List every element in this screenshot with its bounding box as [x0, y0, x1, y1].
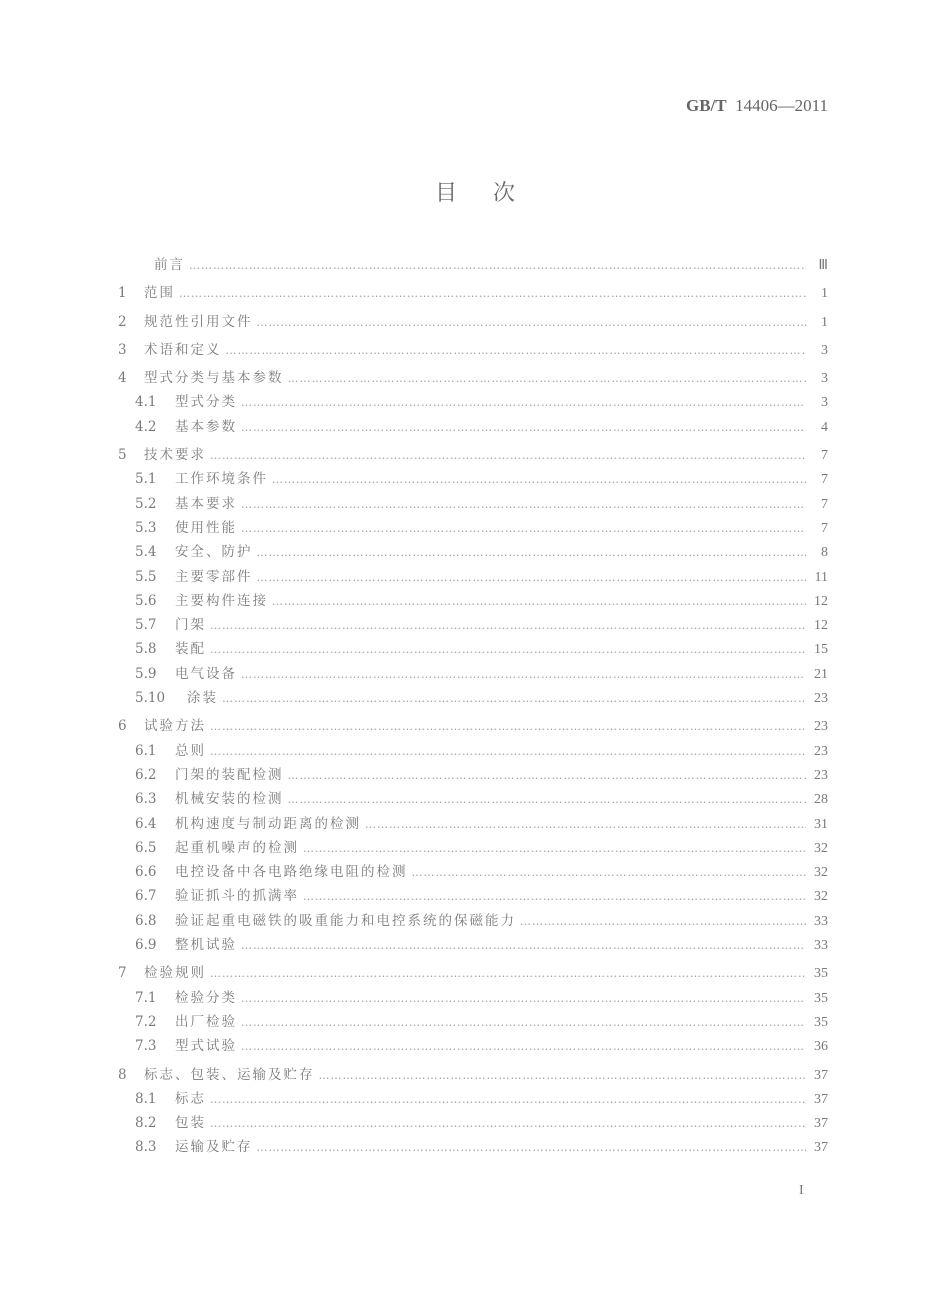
toc-entry-page: 32	[814, 840, 828, 856]
dot-leader	[288, 372, 807, 385]
toc-entry-label: 总则	[175, 742, 206, 759]
dot-leader	[272, 473, 806, 486]
toc-entry-label: 验证起重电磁铁的吸重能力和电控系统的保磁能力	[175, 912, 516, 929]
toc-entry[interactable]	[118, 662, 828, 686]
dot-leader	[189, 259, 806, 272]
toc-entry-page: 32	[814, 889, 828, 905]
toc-entry-number: 5	[118, 447, 127, 464]
dot-leader	[241, 396, 806, 409]
toc-entry-number: 7.3	[135, 1038, 157, 1055]
toc-entry[interactable]	[118, 281, 828, 305]
toc-entry[interactable]	[118, 443, 828, 467]
toc-entry[interactable]	[118, 589, 828, 613]
toc-entry-label: 电气设备	[175, 665, 237, 682]
toc-entry[interactable]	[118, 1063, 828, 1087]
toc-entry-number: 6.4	[135, 815, 157, 832]
toc-entry[interactable]	[118, 909, 828, 933]
toc-entry-label: 型式分类与基本参数	[144, 370, 284, 387]
toc-entry-page: 32	[814, 865, 828, 881]
toc-entry[interactable]	[118, 253, 828, 277]
toc-entry-label: 包装	[175, 1115, 206, 1132]
toc-entry-number: 4.1	[135, 394, 157, 411]
toc-entry[interactable]	[118, 1135, 828, 1159]
toc-entry-page: 33	[814, 913, 828, 929]
toc-entry[interactable]	[118, 516, 828, 540]
toc-entry-label: 整机试验	[175, 937, 237, 954]
dot-leader	[241, 522, 806, 535]
toc-entry[interactable]	[118, 714, 828, 738]
dot-leader	[241, 668, 806, 681]
dot-leader	[520, 915, 806, 928]
toc-entry-label: 检验规则	[144, 965, 206, 982]
toc-entry-number: 4.2	[135, 418, 157, 435]
toc-entry-number: 7	[118, 965, 127, 982]
toc-entry-number: 6.1	[135, 742, 157, 759]
toc-entry-number: 5.7	[135, 617, 157, 634]
dot-leader	[210, 1117, 806, 1130]
toc-entry-label: 型式试验	[175, 1038, 237, 1055]
toc-entry-label: 涂装	[187, 690, 218, 707]
toc-entry-label: 基本要求	[175, 495, 237, 512]
toc-entry-number: 5.6	[135, 592, 157, 609]
toc-entry[interactable]	[118, 986, 828, 1010]
toc-entry[interactable]	[118, 933, 828, 957]
toc-entry-page: 1	[821, 286, 828, 302]
toc-entry-number: 5.1	[135, 471, 157, 488]
toc-entry-page: 37	[814, 1116, 828, 1132]
toc-entry-page: 3	[821, 342, 828, 358]
toc-entry-page: 12	[814, 618, 828, 634]
toc-entry-number: 7.2	[135, 1013, 157, 1030]
toc-entry-number: 8.1	[135, 1090, 157, 1107]
toc-entry[interactable]	[118, 338, 828, 362]
dot-leader	[222, 692, 806, 705]
toc-entry-label: 标志	[175, 1090, 206, 1107]
dot-leader	[241, 421, 806, 434]
toc-entry-page: 11	[814, 569, 828, 585]
toc-entry-number: 8	[118, 1066, 127, 1083]
toc-entry-number: 8.3	[135, 1139, 157, 1156]
toc-entry[interactable]	[118, 961, 828, 985]
toc-entry-page: 37	[814, 1091, 828, 1107]
toc-entry-label: 出厂检验	[175, 1013, 237, 1030]
dot-leader	[210, 619, 806, 632]
toc-entry-page: 21	[814, 666, 828, 682]
toc-entry-label: 起重机噪声的检测	[175, 839, 299, 856]
dot-leader	[241, 1040, 806, 1053]
toc-entry-label: 验证抓斗的抓满率	[175, 888, 299, 905]
dot-leader	[241, 992, 806, 1005]
dot-leader	[210, 745, 806, 758]
toc-entry-page: 31	[814, 816, 828, 832]
toc-entry[interactable]	[118, 1034, 828, 1058]
toc-entry[interactable]	[118, 540, 828, 564]
toc-entry[interactable]	[118, 884, 828, 908]
toc-entry-number: 6.8	[135, 912, 157, 929]
toc-entry-label: 机械安装的检测	[175, 791, 284, 808]
toc-entry-label: 运输及贮存	[175, 1139, 253, 1156]
toc-entry-page: 12	[814, 593, 828, 609]
toc-entry[interactable]	[118, 787, 828, 811]
dot-leader	[179, 287, 806, 300]
toc-entry-label: 前言	[154, 257, 185, 273]
toc-entry-number: 6	[118, 718, 127, 735]
toc-entry-page: 37	[814, 1067, 828, 1083]
dot-leader	[241, 939, 806, 952]
toc-entry[interactable]	[118, 366, 828, 390]
standard-prefix: GB/T	[686, 96, 727, 115]
dot-leader	[303, 890, 806, 903]
toc-entry-label: 门架	[175, 617, 206, 634]
toc-entry-number: 5.9	[135, 665, 157, 682]
dot-leader	[412, 866, 807, 879]
toc-entry-label: 技术要求	[144, 447, 206, 464]
dot-leader	[257, 571, 807, 584]
toc-entry[interactable]	[118, 739, 828, 763]
toc-entry-label: 门架的装配检测	[175, 766, 284, 783]
toc-entry-number: 6.5	[135, 839, 157, 856]
dot-leader	[210, 449, 806, 462]
dot-leader	[226, 344, 807, 357]
toc-entry-number: 8.2	[135, 1115, 157, 1132]
toc-entry[interactable]	[118, 812, 828, 836]
page-number: I	[799, 1183, 804, 1198]
toc-entry-label: 工作环境条件	[175, 471, 268, 488]
standard-number: 14406—2011	[735, 96, 828, 115]
toc-entry-label: 检验分类	[175, 989, 237, 1006]
standard-code	[686, 96, 828, 116]
toc-entry-label: 安全、防护	[175, 544, 253, 561]
toc-entry-page: 15	[814, 642, 828, 658]
toc-entry-page: 3	[821, 371, 828, 387]
toc-entry[interactable]	[118, 467, 828, 491]
toc-entry-label: 主要零部件	[175, 568, 253, 585]
toc-entry-page: Ⅲ	[818, 258, 828, 273]
toc-entry-number: 6.6	[135, 864, 157, 881]
toc-entry-number: 6.2	[135, 766, 157, 783]
toc-entry-number: 6.3	[135, 791, 157, 808]
toc-entry-number: 7.1	[135, 989, 157, 1006]
toc-entry-label: 电控设备中各电路绝缘电阻的检测	[175, 864, 408, 881]
toc-entry-label: 试验方法	[144, 718, 206, 735]
toc-entry-page: 23	[814, 691, 828, 707]
toc-entry-number: 5.10	[135, 690, 166, 707]
dot-leader	[272, 595, 806, 608]
dot-leader	[241, 1016, 806, 1029]
toc-entry[interactable]	[118, 415, 828, 439]
dot-leader	[210, 1093, 806, 1106]
toc-entry-number: 5.8	[135, 641, 157, 658]
toc-entry-page: 4	[821, 419, 828, 435]
toc-entry-page: 1	[821, 314, 828, 330]
dot-leader	[241, 498, 806, 511]
dot-leader	[210, 643, 806, 656]
toc-entry-label: 使用性能	[175, 519, 237, 536]
toc-entry-page: 23	[814, 719, 828, 735]
toc-entry-page: 7	[821, 496, 828, 512]
toc-entry[interactable]	[118, 686, 828, 710]
toc-entry-page: 35	[814, 1014, 828, 1030]
toc-entry-label: 范围	[144, 285, 175, 302]
toc-entry-page: 28	[814, 792, 828, 808]
toc-entry-label: 装配	[175, 641, 206, 658]
toc-entry[interactable]	[118, 1087, 828, 1111]
toc-entry-number: 4	[118, 370, 127, 387]
toc-entry[interactable]	[118, 1010, 828, 1034]
toc-entry-page: 7	[821, 520, 828, 536]
dot-leader	[257, 1141, 807, 1154]
toc-entry-number: 6.9	[135, 937, 157, 954]
dot-leader	[257, 316, 807, 329]
toc-entry[interactable]	[118, 390, 828, 414]
page-title: 目次	[434, 181, 551, 206]
toc-entry-number: 6.7	[135, 888, 157, 905]
toc-entry-page: 23	[814, 743, 828, 759]
toc-entry-label: 术语和定义	[144, 341, 222, 358]
toc-entry-number: 5.4	[135, 544, 157, 561]
table-of-contents	[118, 253, 828, 1160]
toc-entry-label: 标志、包装、运输及贮存	[144, 1066, 315, 1083]
dot-leader	[303, 842, 806, 855]
dot-leader	[288, 769, 807, 782]
toc-entry-page: 8	[821, 545, 828, 561]
toc-entry[interactable]	[118, 565, 828, 589]
toc-entry[interactable]	[118, 836, 828, 860]
dot-leader	[210, 720, 806, 733]
toc-entry-number: 3	[118, 341, 127, 358]
dot-leader	[319, 1069, 807, 1082]
toc-entry-number: 5.2	[135, 495, 157, 512]
toc-entry-page: 33	[814, 938, 828, 954]
toc-entry[interactable]	[118, 613, 828, 637]
toc-entry-page: 35	[814, 966, 828, 982]
toc-entry-number: 2	[118, 313, 127, 330]
toc-entry-page: 3	[821, 395, 828, 411]
toc-entry-page: 7	[821, 472, 828, 488]
toc-entry[interactable]	[118, 310, 828, 334]
toc-entry-page: 7	[821, 448, 828, 464]
toc-entry-number: 1	[118, 285, 127, 302]
toc-entry-page: 35	[814, 990, 828, 1006]
toc-entry[interactable]	[118, 860, 828, 884]
dot-leader	[288, 793, 807, 806]
toc-entry-label: 规范性引用文件	[144, 313, 253, 330]
toc-entry[interactable]	[118, 763, 828, 787]
dot-leader	[365, 818, 806, 831]
toc-entry-page: 37	[814, 1140, 828, 1156]
toc-entry-page: 23	[814, 767, 828, 783]
dot-leader	[210, 967, 806, 980]
toc-entry-page: 36	[814, 1039, 828, 1055]
toc-entry-label: 基本参数	[175, 418, 237, 435]
dot-leader	[257, 546, 807, 559]
toc-entry[interactable]	[118, 637, 828, 661]
toc-entry-label: 主要构件连接	[175, 592, 268, 609]
toc-entry-number: 5.5	[135, 568, 157, 585]
toc-entry[interactable]	[118, 1111, 828, 1135]
toc-entry-label: 机构速度与制动距离的检测	[175, 815, 361, 832]
toc-entry[interactable]	[118, 492, 828, 516]
toc-entry-number: 5.3	[135, 519, 157, 536]
toc-entry-label: 型式分类	[175, 394, 237, 411]
